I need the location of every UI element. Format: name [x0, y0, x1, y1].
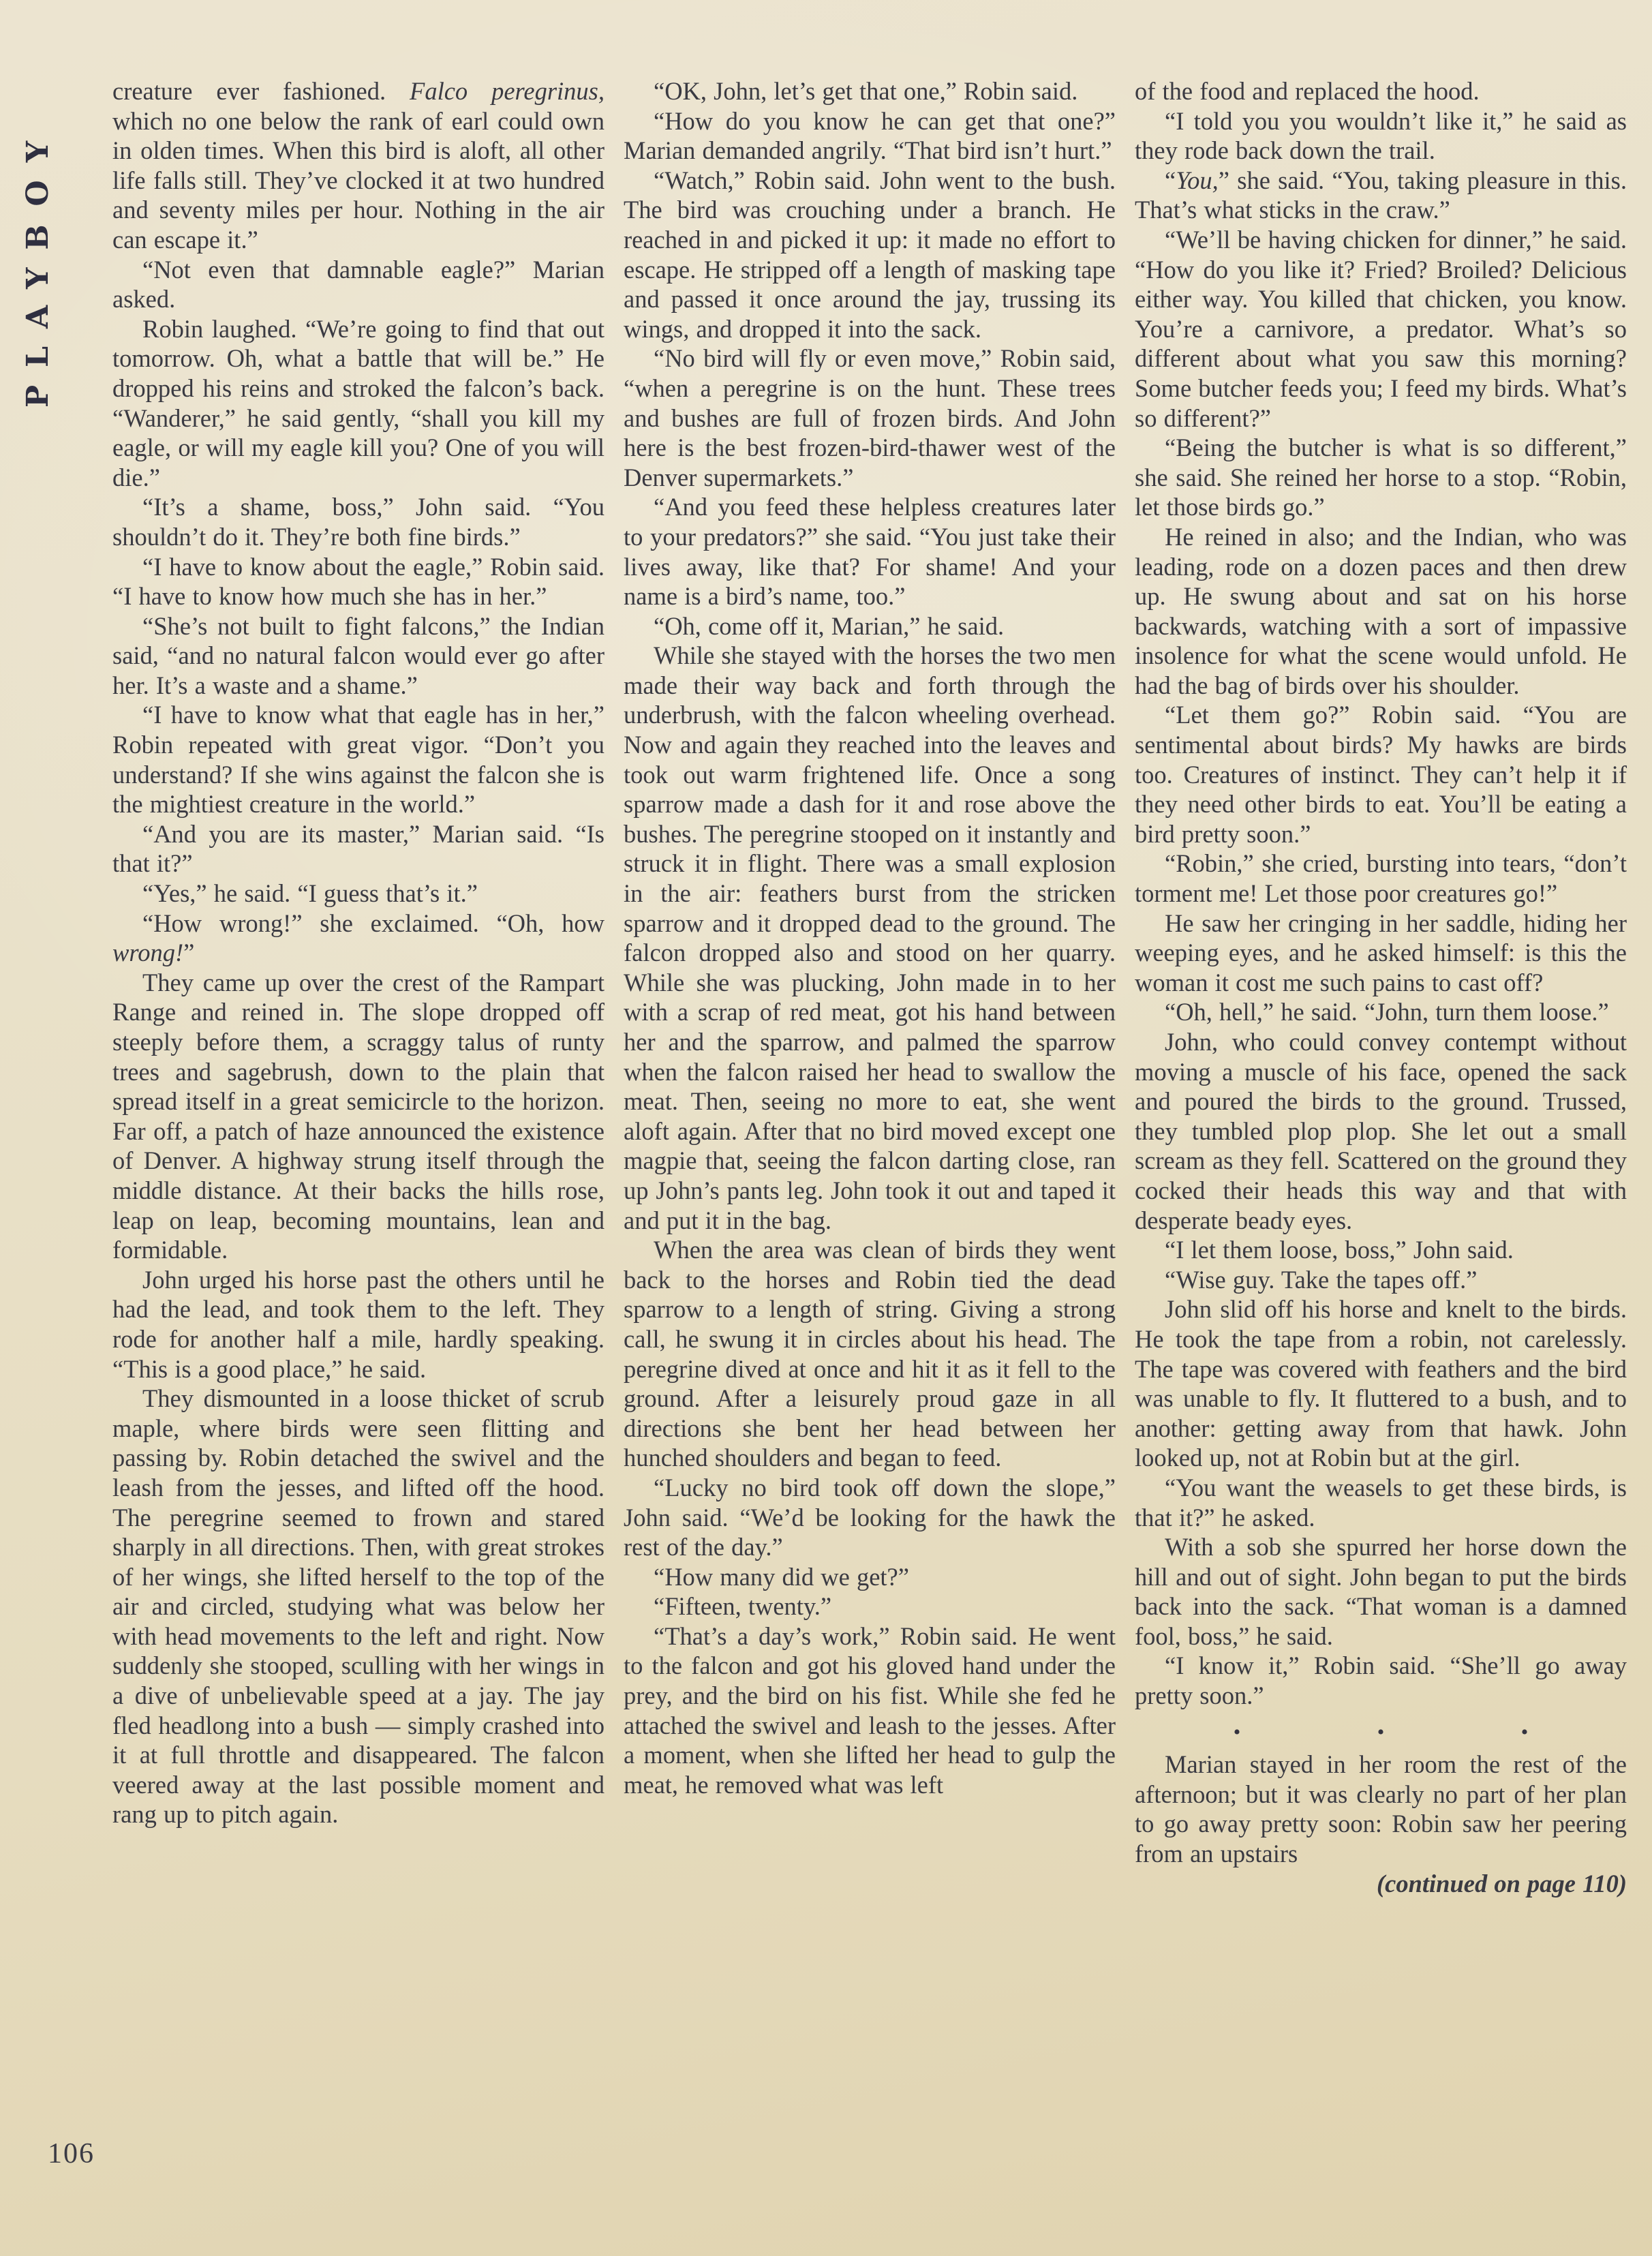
section-separator-dots: • • •: [1233, 1720, 1594, 1743]
story-paragraph: “I know it,” Robin said. “She’ll go away pretty soon.”: [1135, 1651, 1627, 1710]
story-paragraph: They came up over the crest of the Rampart Range and reined in. The slope dropped off steeply before them, a scraggy talus of runty trees and sagebrush, down to the plain that spread itself in a great semicircle to the horizon. Far off, a patch of haze announced the existence of Denver. A highway strung itself through the middle distance. At their backs the hills rose, leap on leap, becoming mountains, lean and formidable.: [112, 968, 605, 1264]
story-text-columns: [112, 76, 1627, 1898]
story-paragraph: “Not even that damnable eagle?” Marian asked.: [112, 255, 605, 314]
story-paragraph: of the food and replaced the hood.: [1135, 77, 1480, 105]
story-paragraph: “I have to know about the eagle,” Robin said. “I have to know how much she has in her.”: [112, 552, 605, 611]
story-paragraph: “How many did we get?”: [654, 1562, 909, 1591]
story-paragraph: “I told you you wouldn’t like it,” he said as they rode back down the trail.: [1135, 106, 1627, 165]
story-paragraph: “That’s a day’s work,” Robin said. He went to the falcon and got his gloved hand under the prey, and the bird on his fist. While she fed he attached the swivel and leash to the jesses. After a moment, when she lifted her head to gulp the meat, he removed what was left: [624, 1621, 1116, 1799]
story-paragraph: They dismounted in a loose thicket of scrub maple, where birds were seen flitting and passing by. Robin detached the swivel and the leash from the jesses, and lifted off the hood. The peregrine seemed to frown and stared sharply in all directions. Then, with great strokes of her wings, she lifted herself to the top of the air and circled, studying what was below her with head movements to the left and right. Now suddenly she stooped, sculling with her wings in a dive of unbelievable speed at a jay. The jay fled headlong into a bush — simply crashed into it at full throttle and disappeared. The falcon veered away at the last possible moment and rang up to pitch again.: [112, 1384, 605, 1829]
story-paragraph: creature ever fashioned. Falco peregrinus, which no one below the rank of earl could own in olden times. When this bird is aloft, all other life falls still. They’ve clocked it at two hundred and seventy miles per hour. Nothing in the air can escape it.”: [112, 77, 605, 254]
story-paragraph: Robin laughed. “We’re going to find that out tomorrow. Oh, what a battle that will be.” He dropped his reins and stroked the falcon’s back. “Wanderer,” he said gently, “shall you kill my eagle, or will my eagle kill you? One of you will die.”: [112, 314, 605, 491]
story-paragraph: “How wrong!” she exclaimed. “Oh, how wrong!”: [112, 909, 605, 967]
story-paragraph: “Let them go?” Robin said. “You are sentimental about birds? My hawks are birds too. Creatures of instinct. They can’t help it if they need other birds to eat. You’ll be eating a bird pretty soon.”: [1135, 701, 1627, 848]
story-paragraph: “Oh, hell,” he said. “John, turn them loose.”: [1165, 998, 1609, 1026]
story-paragraph: While she stayed with the horses the two men made their way back and forth through the underbrush, with the falcon wheeling overhead. Now and again they reached into the leaves and took out warm frightened life. Once a song sparrow made a dash for it and rose above the bushes. The peregrine stooped on it instantly and struck it in flight. There was a small explosion in the air: feathers burst from the stricken sparrow and it dropped dead to the ground. The falcon dropped also and stood on her quarry. While she was plucking, John made in to her with a scrap of red meat, got his hand between her and the sparrow, and palmed the sparrow when the falcon raised her head to swallow the meat. Then, seeing no more to eat, she went aloft again. After that no bird moved except one magpie that, seeing the falcon darting close, ran up John’s pants leg. John took it out and taped it and put it in the bag.: [624, 641, 1116, 1234]
story-paragraph: “OK, John, let’s get that one,” Robin said.: [654, 77, 1078, 105]
story-paragraph: “How do you know he can get that one?” Marian demanded angrily. “That bird isn’t hurt.”: [624, 106, 1116, 165]
story-paragraph: John, who could convey contempt without moving a muscle of his face, opened the sack and poured the birds to the ground. Trussed, they tumbled plop plop. She let out a small scream as they fell. Scattered on the ground they cocked their heads this way and that with desperate beady eyes.: [1135, 1028, 1627, 1234]
story-paragraph: “Lucky no bird took off down the slope,” John said. “We’d be looking for the hawk the rest of the day.”: [624, 1473, 1116, 1561]
story-paragraph: He saw her cringing in her saddle, hiding her weeping eyes, and he asked himself: is this the woman it cost me such pains to cast off?: [1135, 909, 1627, 996]
story-paragraph: “Robin,” she cried, bursting into tears, “don’t torment me! Let those poor creatures go!”: [1135, 849, 1627, 908]
story-paragraph: “I have to know what that eagle has in her,” Robin repeated with great vigor. “Don’t you understand? If she wins against the falcon she is the mightiest creature in the world.”: [112, 701, 605, 819]
story-paragraph: John urged his horse past the others until he had the lead, and took them to the left. They rode for another half a mile, hardly speaking. “This is a good place,” he said.: [112, 1265, 605, 1383]
story-paragraph: “Fifteen, twenty.”: [654, 1592, 832, 1621]
story-paragraph: “Watch,” Robin said. John went to the bush. The bird was crouching under a branch. He reached in and picked it up: it made no effort to escape. He stripped off a length of masking tape and passed it once around the jay, trussing its wings, and dropped it into the sack.: [624, 166, 1116, 343]
story-paragraph: “Being the butcher is what is so different,” she said. She reined her horse to a stop. “Robin, let those birds go.”: [1135, 433, 1627, 521]
story-paragraph: “We’ll be having chicken for dinner,” he said. “How do you like it? Fried? Broiled? Delicious either way. You killed that chicken, you know. You’re a carnivore, a predator. What’s so different about what you saw this morning? Some butcher feeds you; I feed my birds. What’s so different?”: [1135, 225, 1627, 432]
story-paragraph: “Yes,” he said. “I guess that’s it.”: [142, 879, 478, 908]
text-column-2: [624, 76, 1116, 1898]
story-paragraph: “Oh, come off it, Marian,” he said.: [654, 611, 1005, 640]
story-paragraph: “It’s a shame, boss,” John said. “You shouldn’t do it. They’re both fine birds.”: [112, 493, 605, 551]
magazine-spine-title: PLAYBOY: [20, 123, 55, 408]
story-paragraph: “And you are its master,” Marian said. “Is that it?”: [112, 819, 605, 878]
story-paragraph: “You,” she said. “You, taking pleasure in this. That’s what sticks in the craw.”: [1135, 166, 1627, 224]
story-paragraph: “I let them loose, boss,” John said.: [1165, 1236, 1514, 1264]
story-paragraph: With a sob she spurred her horse down the hill and out of sight. John began to put the birds back into the sack. “That woman is a damned fool, boss,” he said.: [1135, 1533, 1627, 1650]
story-paragraph: “Wise guy. Take the tapes off.”: [1165, 1265, 1478, 1294]
text-column-3: [1135, 76, 1627, 1898]
page-number: 106: [48, 2138, 95, 2169]
story-paragraph: John slid off his horse and knelt to the birds. He took the tape from a robin, not carelessly. The tape was covered with feathers and the bird was unable to fly. It fluttered to a bush, and to another: getting away from that hawk. John looked up, not at Robin but at the girl.: [1135, 1295, 1627, 1472]
story-paragraph: He reined in also; and the Indian, who was leading, rode on a dozen paces and then drew up. He swung about and sat on his horse backwards, watching with a sort of impassive insolence for what the scene would unfold. He had the bag of birds over his shoulder.: [1135, 522, 1627, 699]
continuation-note: (continued on page 110): [1376, 1869, 1627, 1897]
story-paragraph: “You want the weasels to get these birds, is that it?” he asked.: [1135, 1473, 1627, 1531]
text-column-1: [112, 76, 605, 1898]
story-paragraph: When the area was clean of birds they went back to the horses and Robin tied the dead sparrow to a length of string. Giving a strong call, he swung it in circles about his head. The peregrine dived at once and hit it as it fell to the ground. After a leisurely proud gaze in all directions she bent her head between her hunched shoulders and began to feed.: [624, 1236, 1116, 1472]
story-paragraph: “And you feed these helpless creatures later to your predators?” she said. “You just take their lives away, like that? For shame! And your name is a bird’s name, too.”: [624, 493, 1116, 611]
story-paragraph: Marian stayed in her room the rest of the afternoon; but it was clearly no part of her plan to go away pretty soon: Robin saw her peering from an upstairs: [1135, 1750, 1627, 1868]
story-paragraph: “She’s not built to fight falcons,” the Indian said, “and no natural falcon would ever go after her. It’s a waste and a shame.”: [112, 611, 605, 699]
story-paragraph: “No bird will fly or even move,” Robin said, “when a peregrine is on the hunt. These trees and bushes are full of frozen birds. And John here is the best frozen-bird-thawer west of the Denver supermarkets.”: [624, 344, 1116, 491]
